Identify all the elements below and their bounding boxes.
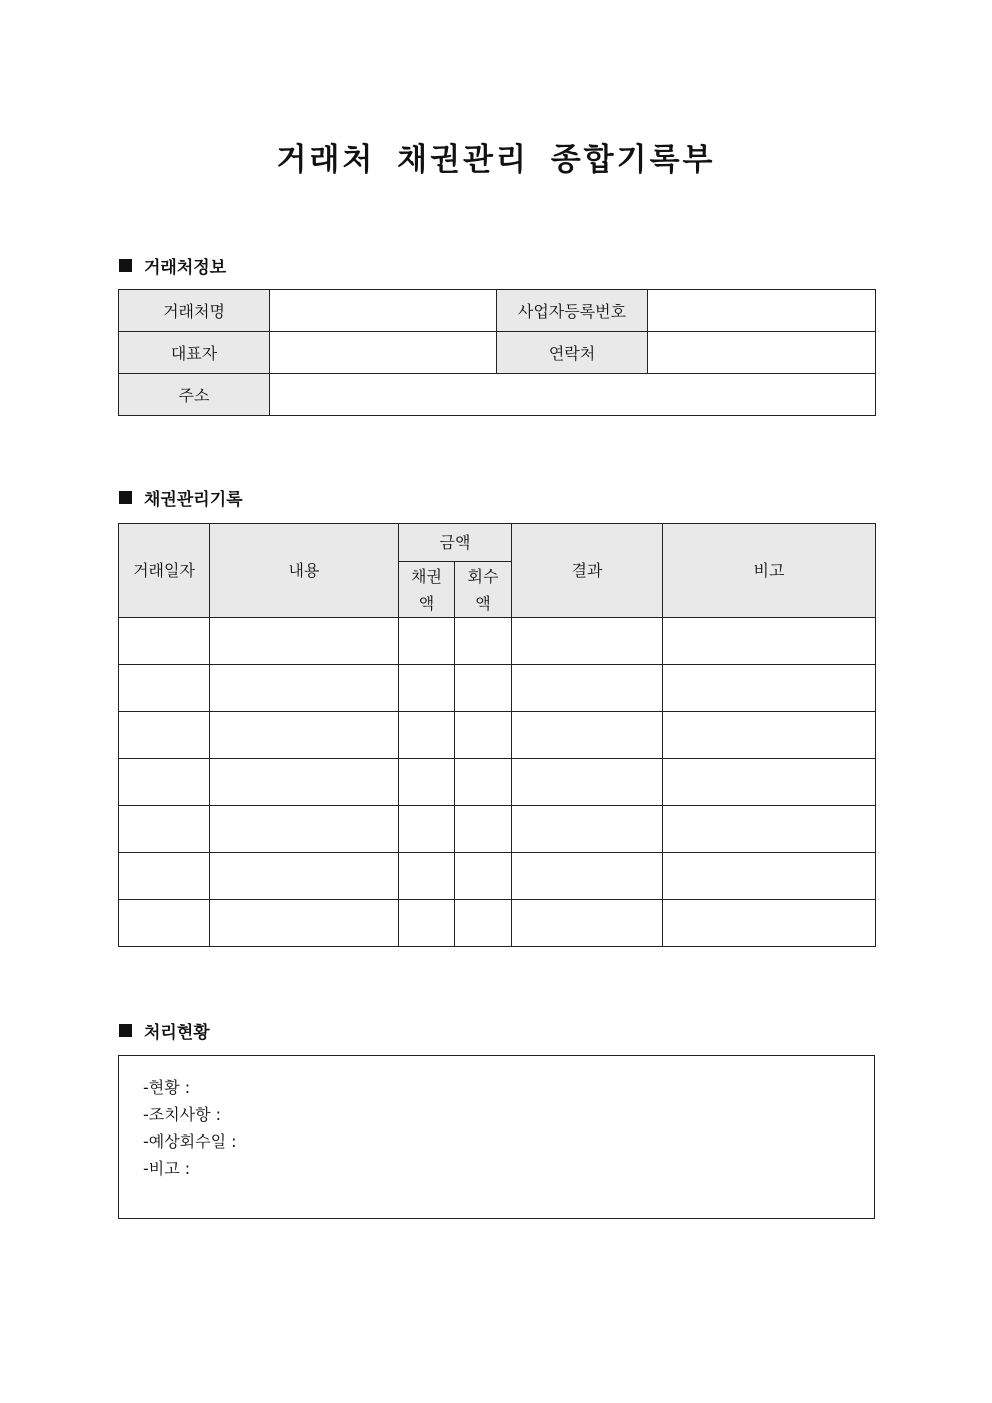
status-line: -조치사항 : [143, 1105, 222, 1124]
result-cell[interactable] [512, 900, 663, 947]
remarks-cell[interactable] [663, 853, 876, 900]
collected-amount-cell[interactable] [455, 853, 512, 900]
receivable-amount-cell[interactable] [399, 759, 455, 806]
collected-amount-cell[interactable] [455, 712, 512, 759]
amount-header: 금액 [399, 524, 512, 562]
remarks-cell[interactable] [663, 900, 876, 947]
document-title: 거래처 채권관리 종합기록부 [276, 142, 716, 178]
status-line: -비고 : [143, 1159, 191, 1178]
remarks-cell[interactable] [663, 806, 876, 853]
table-row [119, 853, 876, 900]
date-cell[interactable] [119, 806, 210, 853]
table-row [119, 806, 876, 853]
status-line: -예상회수일 : [143, 1132, 237, 1151]
collected-amount-header: 회수 액 [455, 562, 512, 618]
client-name-field[interactable] [270, 290, 497, 332]
remarks-cell[interactable] [663, 712, 876, 759]
date-cell[interactable] [119, 853, 210, 900]
representative-field[interactable] [270, 332, 497, 374]
table-row [119, 665, 876, 712]
section-title: 처리현황 [144, 1022, 210, 1043]
receivable-amount-cell[interactable] [399, 853, 455, 900]
section-title: 거래처정보 [144, 257, 227, 278]
section-heading-receivables-log [119, 485, 243, 509]
result-cell[interactable] [512, 618, 663, 665]
content-cell[interactable] [210, 759, 399, 806]
table-row [119, 759, 876, 806]
representative-label: 대표자 [119, 332, 270, 374]
processing-status-box[interactable] [118, 1055, 875, 1219]
business-reg-no-label: 사업자등록번호 [497, 290, 648, 332]
receivable-amount-header: 채권 액 [399, 562, 455, 618]
date-cell[interactable] [119, 618, 210, 665]
receivable-amount-cell[interactable] [399, 900, 455, 947]
contact-label: 연락처 [497, 332, 648, 374]
square-bullet-icon [119, 491, 132, 504]
content-cell[interactable] [210, 712, 399, 759]
collected-amount-cell[interactable] [455, 665, 512, 712]
date-cell[interactable] [119, 712, 210, 759]
remarks-cell[interactable] [663, 759, 876, 806]
receivables-log-table [118, 523, 876, 947]
address-label: 주소 [119, 374, 270, 416]
date-header: 거래일자 [119, 524, 210, 618]
content-cell[interactable] [210, 618, 399, 665]
square-bullet-icon [119, 1024, 132, 1037]
receivable-amount-cell[interactable] [399, 618, 455, 665]
collected-amount-cell[interactable] [455, 900, 512, 947]
date-cell[interactable] [119, 665, 210, 712]
client-name-label: 거래처명 [119, 290, 270, 332]
result-cell[interactable] [512, 806, 663, 853]
result-cell[interactable] [512, 712, 663, 759]
result-header: 결과 [512, 524, 663, 618]
address-field[interactable] [270, 374, 876, 416]
business-reg-no-field[interactable] [648, 290, 876, 332]
content-cell[interactable] [210, 900, 399, 947]
receivable-amount-cell[interactable] [399, 806, 455, 853]
content-header: 내용 [210, 524, 399, 618]
date-cell[interactable] [119, 759, 210, 806]
content-cell[interactable] [210, 806, 399, 853]
section-title: 채권관리기록 [144, 489, 243, 510]
remarks-cell[interactable] [663, 665, 876, 712]
result-cell[interactable] [512, 759, 663, 806]
square-bullet-icon [119, 259, 132, 272]
receivable-amount-cell[interactable] [399, 712, 455, 759]
remarks-cell[interactable] [663, 618, 876, 665]
table-row [119, 712, 876, 759]
result-cell[interactable] [512, 665, 663, 712]
collected-amount-cell[interactable] [455, 618, 512, 665]
receivable-amount-cell[interactable] [399, 665, 455, 712]
table-row [119, 900, 876, 947]
content-cell[interactable] [210, 665, 399, 712]
remarks-header: 비고 [663, 524, 876, 618]
result-cell[interactable] [512, 853, 663, 900]
collected-amount-cell[interactable] [455, 806, 512, 853]
status-line: -현황 : [143, 1078, 191, 1097]
section-heading-client-info [119, 253, 226, 277]
content-cell[interactable] [210, 853, 399, 900]
date-cell[interactable] [119, 900, 210, 947]
contact-field[interactable] [648, 332, 876, 374]
collected-amount-cell[interactable] [455, 759, 512, 806]
table-row [119, 618, 876, 665]
client-info-table [118, 289, 876, 416]
section-heading-processing-status [119, 1018, 210, 1042]
